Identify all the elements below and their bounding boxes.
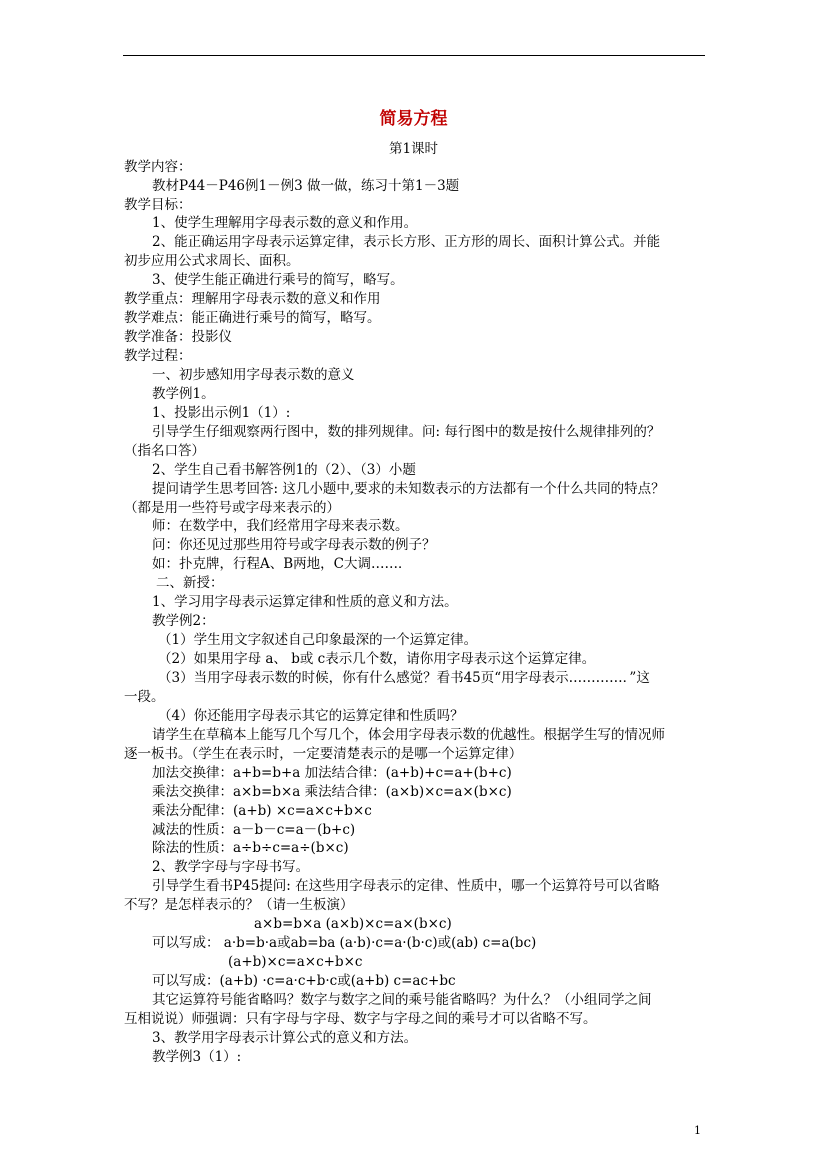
body-line: 引导学生看书P45提问: 在这些用字母表示的定律、性质中，哪一个运算符号可以省略 xyxy=(152,878,660,894)
body-line: 初步应用公式求周长、面积。 xyxy=(124,253,300,269)
body-line: 加法交换律：a+b=b+a 加法结合律：(a+b)+c=a+(b+c) xyxy=(152,765,512,781)
body-line: 教学目标： xyxy=(124,197,192,213)
body-line: 3、使学生能正确进行乘号的简写，略写。 xyxy=(152,272,404,288)
body-line: 请学生在草稿本上能写几个写几个，体会用字母表示数的优越性。根据学生写的情况师 xyxy=(152,727,665,743)
body-line: 师：在数学中，我们经常用字母来表示数。 xyxy=(152,518,409,534)
body-line: 教学难点：能正确进行乘号的简写，略写。 xyxy=(124,310,381,326)
body-line: 2、教学字母与字母书写。 xyxy=(152,859,310,875)
body-line: 提问请学生思考回答: 这几小题中,要求的未知数表示的方法都有一个什么共同的特点？ xyxy=(152,481,665,497)
body-line: 减法的性质：a－b－c=a－(b+c) xyxy=(152,822,356,838)
body-line: 教学重点：理解用字母表示数的意义和作用 xyxy=(124,291,381,307)
body-line: 可以写成： a·b=b·a或ab=ba (a·b)·c=a·(b·c)或(ab) c=a(bc) xyxy=(152,935,537,951)
body-line: 教学内容： xyxy=(124,159,192,175)
body-line: （都是用一些符号或字母来表示的） xyxy=(124,500,340,516)
body-line: 教学例2： xyxy=(152,613,215,629)
body-line: 逐一板书。（学生在表示时，一定要清楚表示的是哪一个运算定律） xyxy=(124,746,523,762)
body-line: 教学例1。 xyxy=(152,386,215,402)
body-line: 可以写成：(a+b) ·c=a·c+b·c或(a+b) c=ac+bc xyxy=(152,973,456,989)
body-line: 2、能正确运用字母表示运算定律，表示长方形、正方形的周长、面积计算公式。并能 xyxy=(152,234,661,250)
body-line: （指名口答） xyxy=(124,443,205,459)
body-line: （1）学生用文字叙述自己印象最深的一个运算定律。 xyxy=(158,632,478,648)
body-line: 2、学生自己看书解答例1的（2）、（3）小题 xyxy=(152,462,416,478)
body-line: 二、新授： xyxy=(156,575,224,591)
body-line: （2）如果用字母 a、 b或 c表示几个数，请你用字母表示这个运算定律。 xyxy=(158,651,596,667)
body-line: （3）当用字母表示数的时候，你有什么感觉？看书45页“用字母表示…………．”这 xyxy=(158,670,650,686)
page-title: 简易方程 xyxy=(379,109,448,129)
body-line: 如：扑克牌，行程A、B两地，C大调……． xyxy=(152,556,412,572)
body-line: 教学准备：投影仪 xyxy=(124,329,232,345)
body-line: 乘法交换律：a×b=b×a 乘法结合律：(a×b)×c=a×(b×c) xyxy=(152,784,512,800)
body-line: （4）你还能用字母表示其它的运算定律和性质吗？ xyxy=(158,708,464,724)
body-line: 1、使学生理解用字母表示数的意义和作用。 xyxy=(152,215,418,231)
body-line: 一段。 xyxy=(124,689,165,705)
body-line: 其它运算符号能省略吗？数字与数字之间的乘号能省略吗？为什么？（小组同学之间 xyxy=(152,992,652,1008)
body-line: 不写？是怎样表示的？（请一生板演） xyxy=(124,897,354,913)
lesson-subtitle: 第1课时 xyxy=(388,141,439,157)
body-line: 除法的性质：a÷b÷c=a÷(b×c) xyxy=(152,840,349,856)
body-line: 1、学习用字母表示运算定律和性质的意义和方法。 xyxy=(152,594,458,610)
body-line: 互相说说）师强调：只有字母与字母、数字与字母之间的乘号才可以省略不写。 xyxy=(124,1011,597,1027)
body-line: 教学例3（1）: xyxy=(152,1049,242,1065)
body-line: 教学过程： xyxy=(124,348,192,364)
body-line: 3、教学用字母表示计算公式的意义和方法。 xyxy=(152,1030,418,1046)
body-line: a×b=b×a (a×b)×c=a×(b×c) xyxy=(254,916,452,932)
body-line: 1、投影出示例1（1）: xyxy=(152,405,291,421)
header-rule xyxy=(123,55,705,56)
page-number: 1 xyxy=(694,1124,701,1137)
body-line: (a+b)×c=a×c+b×c xyxy=(228,954,363,970)
body-line: 乘法分配律：(a+b) ×c=a×c+b×c xyxy=(152,803,372,819)
body-line: 引导学生仔细观察两行图中，数的排列规律。问: 每行图中的数是按什么规律排列的？ xyxy=(152,424,661,440)
body-line: 一、初步感知用字母表示数的意义 xyxy=(152,367,355,383)
body-line: 问：你还见过那些用符号或字母表示数的例子？ xyxy=(152,537,436,553)
body-line: 教材P44－P46例1－例3 做一做，练习十第1－3题 xyxy=(152,178,460,194)
